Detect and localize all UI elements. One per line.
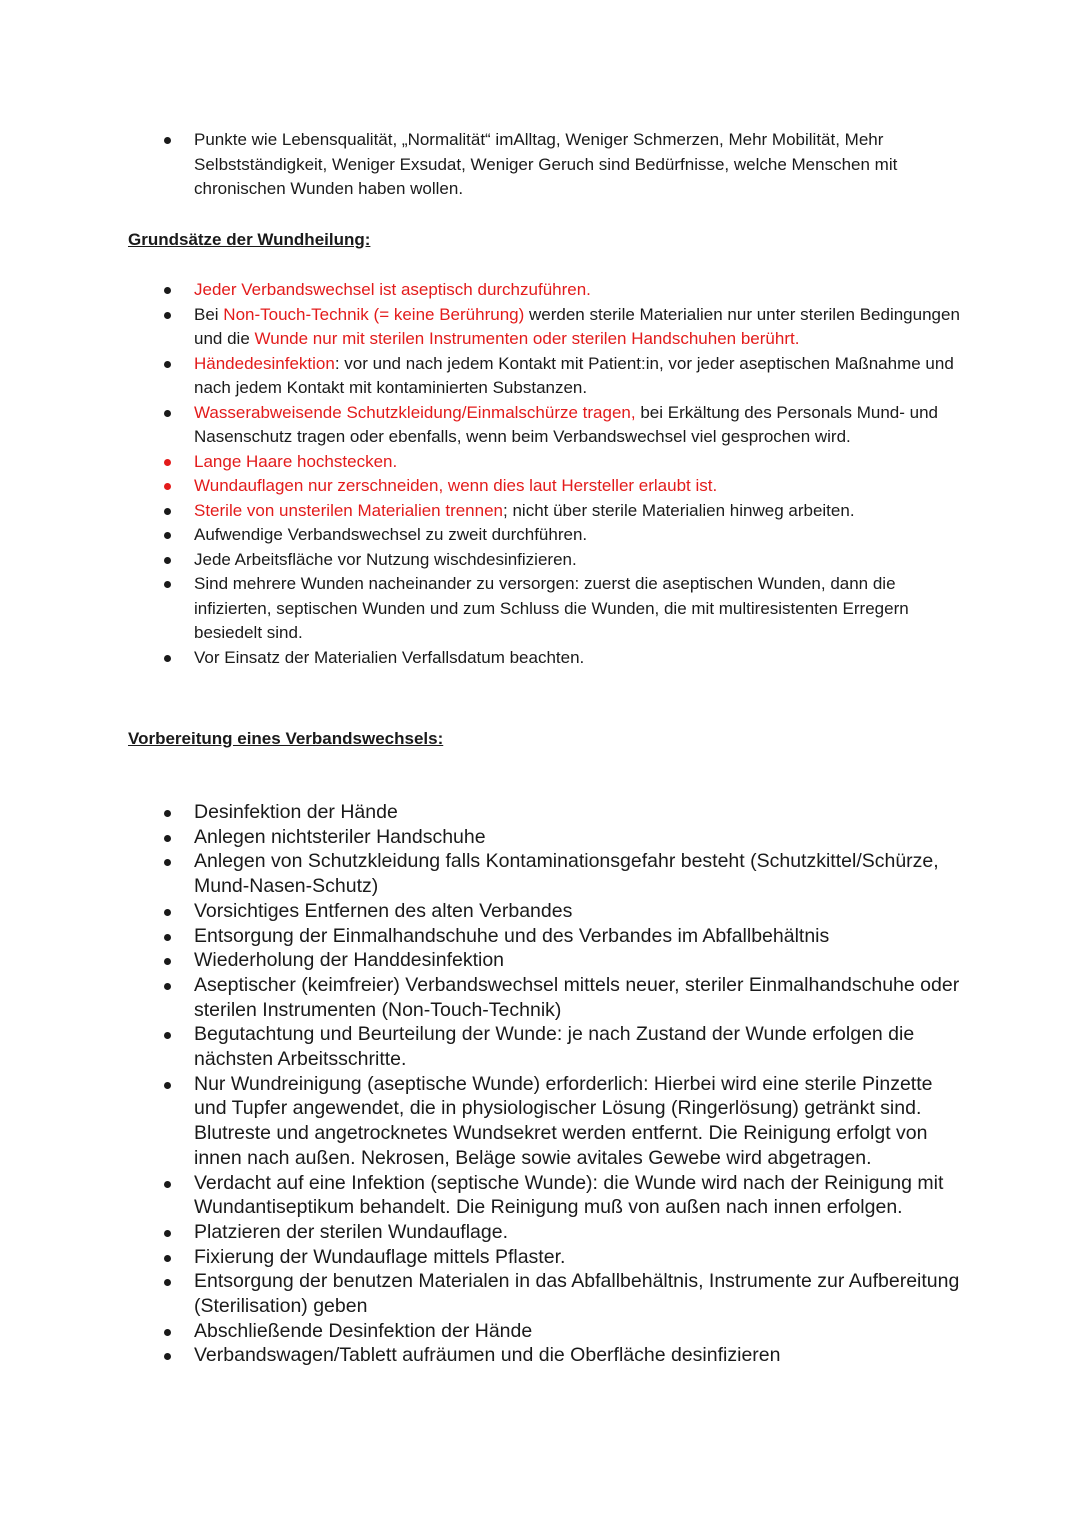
list-item: Jeder Verbandswechsel ist aseptisch durchzuführen. (128, 278, 968, 303)
list-item: Aufwendige Verbandswechsel zu zweit durchführen. (128, 523, 968, 548)
list-item: Anlegen von Schutzkleidung falls Kontaminationsgefahr besteht (Schutzkittel/Schürze, Mund-Nasen-Schutz) (128, 849, 968, 898)
grundsaetze-list (128, 277, 968, 670)
list-item: Anlegen nichtsteriler Handschuhe (128, 825, 968, 850)
list-item: Begutachtung und Beurteilung der Wunde: je nach Zustand der Wunde erfolgen die nächsten Arbeitsschritte. (128, 1022, 968, 1071)
list-item: Nur Wundreinigung (aseptische Wunde) erforderlich: Hierbei wird eine sterile Pinzette und Tupfer angewendet, die in physiologischer Lösung (Ringerlösung) getränkt sind. Blutreste und angetrocknetes Wundsekret werden entfernt. Die Reinigung erfolgt von innen nach außen. Nekrosen, Beläge sowie avitales Gewebe wird abgetragen. (128, 1072, 968, 1171)
heading-vorbereitung: Vorbereitung eines Verbandswechsels: (128, 729, 444, 748)
list-item: Entsorgung der benutzen Materialen in das Abfallbehältnis, Instrumente zur Aufbereitung (Sterilisation) geben (128, 1269, 968, 1318)
list-item: Abschließende Desinfektion der Hände (128, 1319, 968, 1344)
heading-grundsaetze: Grundsätze der Wundheilung: (128, 230, 371, 249)
list-item: Jede Arbeitsfläche vor Nutzung wischdesinfizieren. (128, 548, 968, 573)
list-item: Vorsichtiges Entfernen des alten Verbandes (128, 899, 968, 924)
list-item: Sind mehrere Wunden nacheinander zu versorgen: zuerst die aseptischen Wunden, dann die infizierten, septischen Wunden und zum Schluss die Wunden, die mit multiresistenten Erregern besiedelt sind. (128, 572, 968, 646)
list-item: Desinfektion der Hände (128, 800, 968, 825)
list-item: Sterile von unsterilen Materialien trennen; nicht über sterile Materialien hinweg arbeiten. (128, 499, 968, 524)
list-item: Verdacht auf eine Infektion (septische Wunde): die Wunde wird nach der Reinigung mit Wundantiseptikum behandelt. Die Reinigung muß von außen nach innen erfolgen. (128, 1171, 968, 1220)
list-item: Verbandswagen/Tablett aufräumen und die Oberfläche desinfizieren (128, 1343, 968, 1368)
list-item: Wasserabweisende Schutzkleidung/Einmalschürze tragen, bei Erkältung des Personals Mund- und Nasenschutz tragen oder ebenfalls, wenn beim Verbandswechsel viel gesprochen wird. (128, 401, 968, 450)
list-item: Händedesinfektion: vor und nach jedem Kontakt mit Patient:in, vor jeder aseptischen Maßnahme und nach jedem Kontakt mit kontaminierten Substanzen. (128, 352, 968, 401)
list-item: Entsorgung der Einmalhandschuhe und des Verbandes im Abfallbehältnis (128, 924, 968, 949)
list-item: Bei Non-Touch-Technik (= keine Berührung) werden sterile Materialien nur unter sterilen Bedingungen und die Wunde nur mit sterilen Instrumenten oder sterilen Handschuhen berührt. (128, 303, 968, 352)
intro-item: Punkte wie Lebensqualität, „Normalität“ imAlltag, Weniger Schmerzen, Mehr Mobilität, Mehr Selbstständigkeit, Weniger Exsudat, Weniger Geruch sind Bedürfnisse, welche Menschen mit chronischen Wunden haben wollen. (128, 128, 968, 202)
vorbereitung-list (128, 800, 968, 1368)
list-item: Aseptischer (keimfreier) Verbandswechsel mittels neuer, steriler Einmalhandschuhe oder sterilen Instrumenten (Non-Touch-Technik) (128, 973, 968, 1022)
list-item: Vor Einsatz der Materialien Verfallsdatum beachten. (128, 646, 968, 671)
list-item: Wundauflagen nur zerschneiden, wenn dies laut Hersteller erlaubt ist. (128, 474, 968, 499)
intro-list (128, 128, 968, 202)
list-item: Lange Haare hochstecken. (128, 450, 968, 475)
list-item: Platzieren der sterilen Wundauflage. (128, 1220, 968, 1245)
list-item: Fixierung der Wundauflage mittels Pflaster. (128, 1245, 968, 1270)
list-item: Wiederholung der Handdesinfektion (128, 948, 968, 973)
